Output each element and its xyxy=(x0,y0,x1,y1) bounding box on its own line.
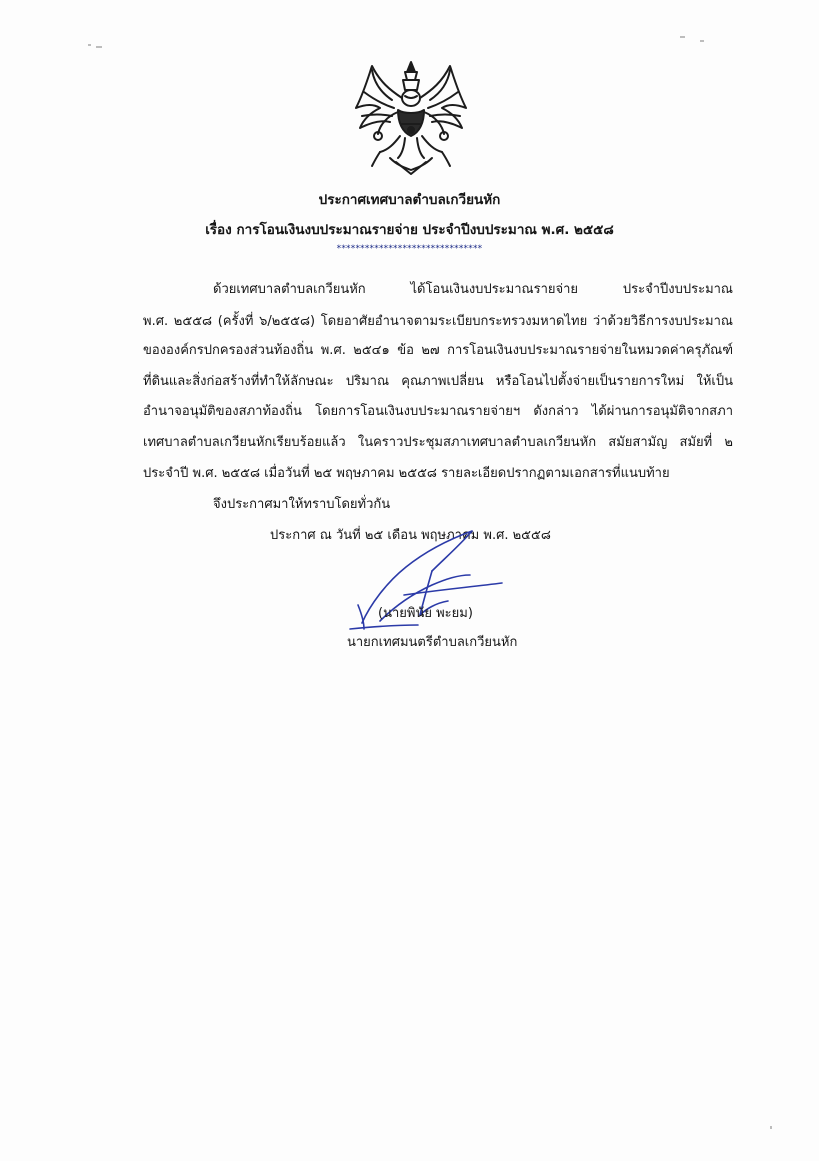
body-line: ขององค์กรปกครองส่วนท้องถิ่น พ.ศ. ๒๕๔๑ ข้อ ๒๗ การโอนเงินงบประมาณรายจ่ายในหมวดค่าครุภัณฑ์ xyxy=(143,343,733,358)
announcement-subject: เรื่อง การโอนเงินงบประมาณรายจ่าย ประจำปีงบประมาณ พ.ศ. ๒๕๕๘ xyxy=(205,222,614,238)
signatory-position: นายกเทศมนตรีตำบลเกวียนหัก xyxy=(347,635,518,650)
scan-speck xyxy=(96,46,102,48)
body-line: อำนาจอนุมัติของสภาท้องถิ่น โดยการโอนเงินงบประมาณรายจ่ายฯ ดังกล่าว ได้ผ่านการอนุมัติจากสภา xyxy=(143,404,733,419)
scan-speck xyxy=(700,40,704,42)
scan-speck xyxy=(88,44,91,46)
signatory-name: (นายพินัย พะยม) xyxy=(378,606,473,621)
body-line: ด้วยเทศบาลตำบลเกวียนหัก ได้โอนเงินงบประมาณรายจ่าย ประจำปีงบประมาณ xyxy=(213,282,733,297)
scan-speck xyxy=(770,1126,772,1129)
body-line: ประจำปี พ.ศ. ๒๕๕๘ เมื่อวันที่ ๒๕ พฤษภาคม ๒๕๕๘ รายละเอียดปรากฏตามเอกสารที่แนบท้าย xyxy=(143,466,670,481)
garuda-emblem xyxy=(350,58,472,176)
scan-speck xyxy=(680,36,685,38)
body-line: พ.ศ. ๒๕๕๘ (ครั้งที่ ๖/๒๕๕๘) โดยอาศัยอำนาจตามระเบียบกระทรวงมหาดไทย ว่าด้วยวิธีการงบประมาณ xyxy=(143,314,733,329)
announcement-date: ประกาศ ณ วันที่ ๒๕ เดือน พฤษภาคม พ.ศ. ๒๕๕๘ xyxy=(270,528,551,543)
body-line: ที่ดินและสิ่งก่อสร้างที่ทำให้ลักษณะ ปริมาณ คุณภาพเปลี่ยน หรือโอนไปตั้งจ่ายเป็นรายการใหม่ ให้เป็น xyxy=(143,374,733,389)
announcement-title: ประกาศเทศบาลตำบลเกวียนหัก xyxy=(318,192,501,208)
title-divider: ******************************* xyxy=(336,244,483,254)
closing-statement: จึงประกาศมาให้ทราบโดยทั่วกัน xyxy=(213,497,391,512)
body-line: เทศบาลตำบลเกวียนหักเรียบร้อยแล้ว ในคราวประชุมสภาเทศบาลตำบลเกวียนหัก สมัยสามัญ สมัยที่ ๒ xyxy=(143,435,733,450)
